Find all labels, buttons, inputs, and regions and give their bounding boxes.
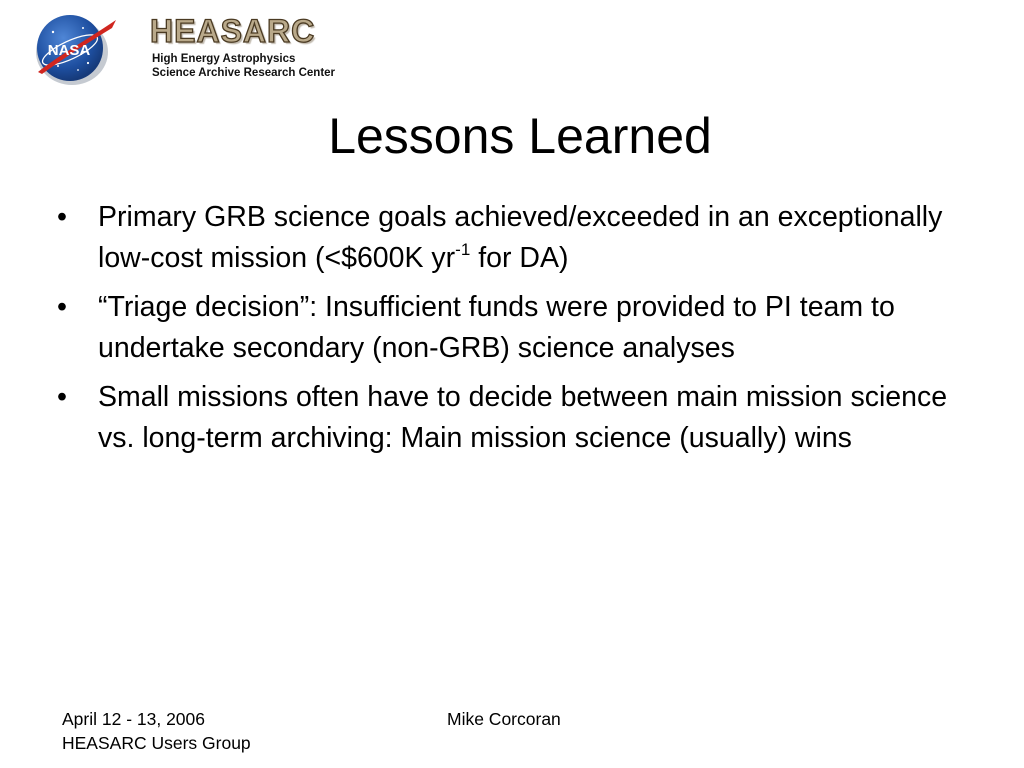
footer-event: HEASARC Users Group — [62, 733, 251, 753]
nasa-meatball-icon — [28, 8, 120, 86]
heasarc-subtitle-line-2: Science Archive Research Center — [152, 67, 336, 79]
bullet-text: Primary GRB science goals achieved/exceeded in an exceptionally low-cost mission (<$600K $yr^{-1}$ for DA) — [98, 201, 943, 274]
heasarc-logo-text: HEASARC — [150, 13, 316, 49]
heasarc-subtitle-line-1: High Energy Astrophysics — [152, 53, 296, 65]
bullet-item — [57, 377, 957, 459]
bullet-item — [57, 287, 957, 369]
footer-presenter: Mike Corcoran — [447, 709, 561, 729]
bullet-marker: • — [57, 291, 67, 323]
bullet-text: “Triage decision”: Insufficient funds were provided to PI team to undertake secondary (non-GRB) science analyses — [98, 291, 895, 364]
bullet-item — [57, 197, 957, 279]
heasarc-logo-subtitle — [152, 52, 335, 80]
footer-left — [62, 707, 251, 755]
nasa-logo — [28, 8, 120, 86]
nasa-logo-text: NASA — [47, 42, 91, 59]
bullet-marker: • — [57, 201, 67, 233]
footer-date: April 12 - 13, 2006 — [62, 709, 206, 729]
bullet-text: Small missions often have to decide between main mission science vs. long-term archiving: Main mission science (usually) wins — [98, 381, 948, 454]
bullet-list — [57, 197, 957, 467]
heasarc-logo — [150, 14, 335, 80]
bullet-marker: • — [57, 381, 67, 413]
superscript: -1 — [455, 240, 471, 259]
slide-title: Lessons Learned — [328, 108, 712, 164]
